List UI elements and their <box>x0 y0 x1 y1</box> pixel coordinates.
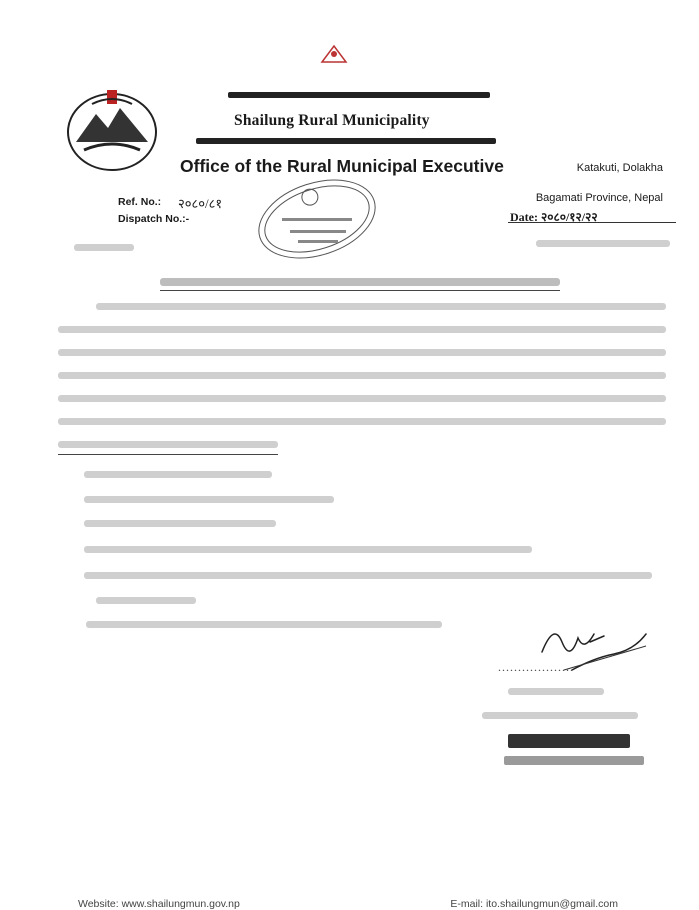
address-line-2: Bagamati Province, Nepal <box>535 192 663 204</box>
office-name-en: Office of the Rural Municipal Executive <box>180 156 504 176</box>
ref-value: २०८०/८१ <box>178 196 223 211</box>
body-line <box>58 418 666 425</box>
devanagari-subheading-placeholder <box>196 138 496 144</box>
list-item <box>84 572 652 579</box>
ns-ref-placeholder <box>536 240 670 247</box>
footer <box>78 898 638 910</box>
signatory-name-placeholder <box>508 688 604 695</box>
signature-dotted-line: ................... <box>498 660 574 674</box>
footer-website: Website: www.shailungmun.gov.np <box>78 898 240 910</box>
date-underline <box>508 222 676 223</box>
address-line-1: Katakuti, Dolakha <box>576 162 663 174</box>
footer-email: E-mail: ito.shailungmun@gmail.com <box>450 898 618 910</box>
note-line-placeholder <box>86 621 442 628</box>
municipality-name-en: Shailung Rural Municipality <box>234 112 430 129</box>
list-heading-placeholder <box>58 441 278 448</box>
devanagari-heading-placeholder <box>228 92 490 98</box>
list-item <box>96 597 196 604</box>
national-crest-icon <box>314 42 354 64</box>
date-value: २०८०/१२/२२ <box>540 210 598 224</box>
subject-underline <box>160 290 560 291</box>
list-heading-underline <box>58 454 278 455</box>
signatory-title-placeholder <box>482 712 638 719</box>
list-item <box>84 471 272 478</box>
office-seal-stamp <box>252 178 382 260</box>
subject-line-placeholder <box>160 278 560 286</box>
body-line <box>96 303 666 310</box>
dispatch-label: Dispatch No.:- <box>118 213 190 225</box>
body-line <box>58 395 666 402</box>
body-line <box>58 372 666 379</box>
body-line <box>58 349 666 356</box>
list-item <box>84 496 334 503</box>
municipality-emblem-icon <box>62 84 162 172</box>
date-label: Date: २०८०/१२/२२ <box>510 210 598 224</box>
ref-label: Ref. No.: <box>118 196 162 208</box>
list-item <box>84 520 276 527</box>
notice-number-placeholder <box>74 244 134 251</box>
list-item <box>84 546 532 553</box>
body-line <box>58 326 666 333</box>
name-stamp <box>500 728 650 778</box>
